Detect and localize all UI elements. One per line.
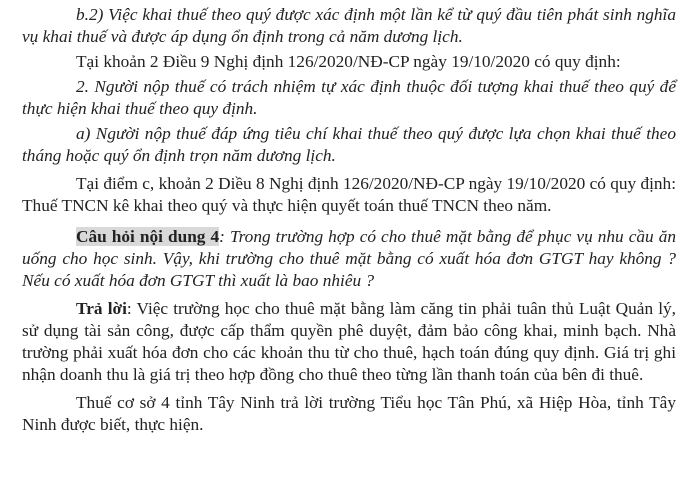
question-text: : Trong trường hợp có cho thuê mặt bằng để phục vụ nhu cầu ăn uống cho học sinh. Vậy, khi trường cho thuê mặt bằng có xuất hóa đơn GTGT hay không ? Nếu có xuất hóa đơn GTGT thì xuất là bao nhiêu ? — [22, 227, 677, 290]
closing-paragraph: Thuế cơ sở 4 tỉnh Tây Ninh trả lời trường Tiểu học Tân Phú, xã Hiệp Hòa, tỉnh Tây Ninh được biết, thực hiện. — [22, 393, 676, 434]
paragraph-clause-2-obligation: 2. Người nộp thuế có trách nhiệm tự xác định thuộc đối tượng khai thuế theo quý để thực hiện khai thuế theo quy định. — [22, 77, 676, 118]
question-label: Câu hỏi nội dung 4 — [76, 227, 220, 246]
answer-paragraph — [22, 298, 676, 386]
question-paragraph — [22, 226, 676, 292]
answer-label: Trả lời — [76, 299, 127, 318]
answer-text: : Việc trường học cho thuê mặt bằng làm căng tin phải tuân thủ Luật Quản lý, sử dụng tài sản công, được cấp thẩm quyền phê duyệt, đảm bảo công khai, minh bạch. Nhà trường phải xuất hóa đơn cho các khoản thu từ cho thuê, hạch toán đúng quy định. Giá trị ghi nhận doanh thu là giá trị theo hợp đồng cho thuê theo từng lần thanh toán của bên đi thuê. — [22, 299, 676, 384]
paragraph-decree-article-8: Tại điểm c, khoản 2 Diều 8 Nghị định 126/2020/NĐ-CP ngày 19/10/2020 có quy định: Thuế TNCN kê khai theo quý và thực hiện quyết toán thuế TNCN theo năm. — [22, 174, 676, 215]
paragraph-b2-quarterly-declaration: b.2) Việc khai thuế theo quý được xác định một lần kể từ quý đầu tiên phát sinh nghĩa vụ khai thuế và được áp dụng ổn định trong cả năm dương lịch. — [22, 5, 676, 46]
paragraph-decree-article-9: Tại khoản 2 Điều 9 Nghị định 126/2020/NĐ-CP ngày 19/10/2020 có quy định: — [76, 52, 621, 71]
paragraph-point-a-criteria: a) Người nộp thuế đáp ứng tiêu chí khai thuế theo quý được lựa chọn khai thuế theo tháng hoặc quý ổn định trọn năm dương lịch. — [22, 124, 676, 165]
